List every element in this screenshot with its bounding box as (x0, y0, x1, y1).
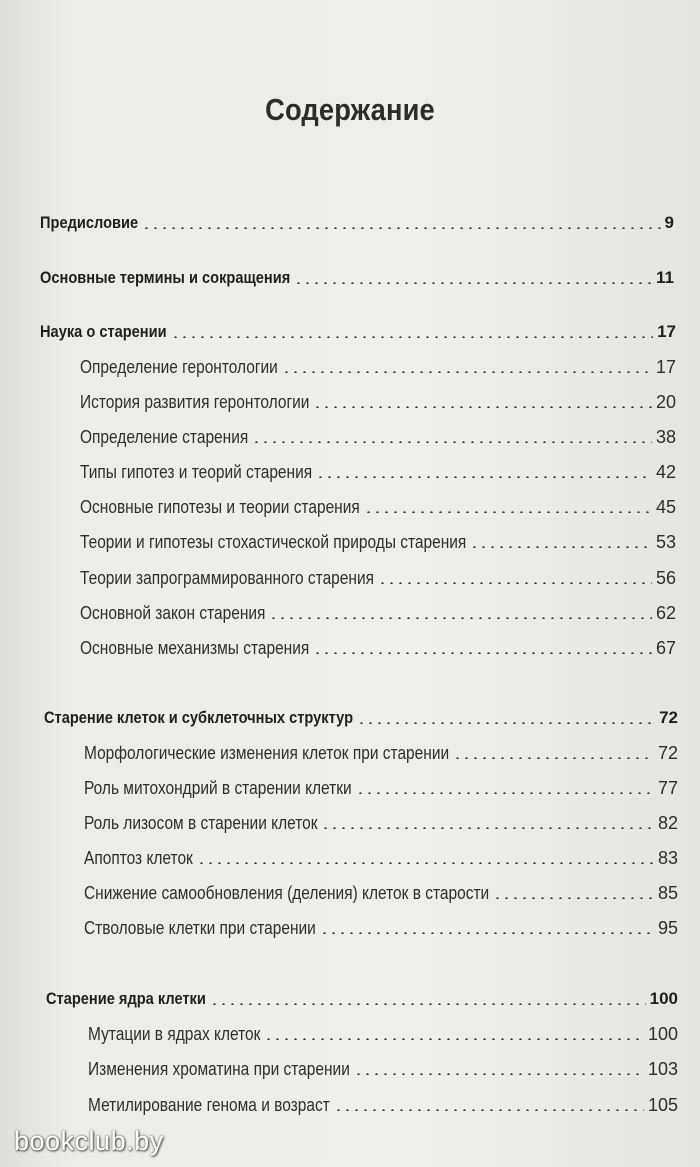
page-title: Содержание (265, 92, 435, 127)
toc-entry-page: 53 (655, 532, 676, 552)
toc-entry-section (80, 494, 676, 520)
toc-entry-title: Стволовые клетки при старении (84, 918, 316, 938)
dot-leader (378, 582, 652, 584)
toc-entry-section (80, 635, 676, 661)
toc-entry-chapter (40, 265, 674, 291)
toc-entry-page: 11 (656, 268, 674, 287)
toc-entry-title: Роль лизосом в старении клеток (84, 813, 318, 833)
dot-leader (264, 1038, 644, 1040)
toc-entry-section (84, 915, 678, 941)
toc-entry-chapter (40, 210, 674, 236)
dot-leader (364, 511, 652, 513)
toc-entry-section (80, 459, 676, 485)
toc-entry-page: 17 (657, 322, 676, 341)
toc-entry-title: Основные механизмы старения (80, 638, 310, 658)
toc-entry-page: 100 (647, 1024, 678, 1044)
toc-entry-section (84, 740, 678, 766)
toc-entry-title: Изменения хроматина при старении (88, 1059, 350, 1079)
toc-entry-page: 45 (655, 497, 676, 517)
toc-entry-title: Роль митохондрий в старении клетки (84, 778, 352, 798)
dot-leader (321, 827, 654, 829)
dot-leader (354, 1073, 644, 1075)
toc-entry-page: 103 (647, 1059, 678, 1079)
toc-entry-title: Теории запрограммированного старения (80, 568, 374, 588)
toc-entry-section (80, 389, 676, 415)
toc-entry-section (80, 424, 676, 450)
toc-entry-page: 82 (657, 813, 678, 833)
toc-entry-section (84, 775, 678, 801)
dot-leader (316, 476, 652, 478)
toc-entry-chapter (46, 986, 678, 1012)
dot-leader (210, 1003, 646, 1005)
toc-entry-title: Апоптоз клеток (84, 848, 193, 868)
dot-leader (334, 1109, 644, 1111)
toc-entry-page: 100 (649, 989, 678, 1008)
dot-leader (356, 792, 654, 794)
toc-entry-title: Определение геронтологии (80, 357, 278, 377)
toc-entry-section (88, 1092, 678, 1118)
dot-leader (269, 617, 652, 619)
toc-entry-page: 83 (657, 848, 678, 868)
dot-leader (171, 336, 653, 338)
toc-entry-title: Предисловие (40, 213, 139, 232)
toc-entry-page: 56 (655, 568, 676, 588)
toc-entry-title: Метилирование генома и возраст (88, 1095, 330, 1115)
dot-leader (313, 406, 652, 408)
dot-leader (357, 722, 655, 724)
dot-leader (470, 546, 652, 548)
toc-entry-page: 17 (655, 357, 676, 377)
toc-entry-title: Морфологические изменения клеток при старении (84, 743, 450, 763)
toc-entry-section (84, 810, 678, 836)
toc-entry-page: 62 (655, 603, 676, 623)
dot-leader (493, 897, 654, 899)
toc-entry-title: Определение старения (80, 427, 249, 447)
dot-leader (282, 371, 652, 373)
toc-entry-title: Снижение самообновления (деления) клеток в старости (84, 883, 490, 903)
toc-entry-chapter (40, 319, 676, 345)
toc-entry-page: 85 (657, 883, 678, 903)
dot-leader (313, 652, 652, 654)
toc-entry-page: 42 (655, 462, 676, 482)
toc-entry-title: Типы гипотез и теорий старения (80, 462, 313, 482)
dot-leader (197, 862, 654, 864)
dot-leader (453, 757, 654, 759)
toc-entry-section (80, 529, 676, 555)
toc-entry-section (88, 1056, 678, 1082)
watermark-text: bookclub.by (14, 1126, 164, 1156)
toc-entry-section (84, 845, 678, 871)
toc-entry-title: Основные термины и сокращения (40, 268, 291, 287)
toc-entry-page: 95 (657, 918, 678, 938)
toc-entry-page: 72 (657, 743, 678, 763)
toc-entry-title: История развития геронтологии (80, 392, 310, 412)
toc-entry-page: 9 (664, 213, 674, 232)
toc-entry-chapter (44, 705, 678, 731)
toc-entry-title: Мутации в ядрах клеток (88, 1024, 261, 1044)
dot-leader (320, 932, 654, 934)
toc-entry-title: Старение ядра клетки (46, 989, 206, 1008)
toc-entry-section (84, 880, 678, 906)
toc-entry-page: 38 (655, 427, 676, 447)
toc-entry-section (80, 565, 676, 591)
dot-leader (294, 282, 652, 284)
toc-entry-section (88, 1021, 678, 1047)
toc-entry-page: 77 (657, 778, 678, 798)
toc-entry-page: 105 (647, 1095, 678, 1115)
toc-entry-title: Основные гипотезы и теории старения (80, 497, 360, 517)
toc-entry-title: Наука о старении (40, 322, 167, 341)
toc-entry-page: 72 (659, 708, 678, 727)
toc-entry-section (80, 600, 676, 626)
dot-leader (252, 441, 652, 443)
toc-entry-page: 20 (655, 392, 676, 412)
toc-entry-title: Старение клеток и субклеточных структур (44, 708, 354, 727)
toc-entry-title: Основной закон старения (80, 603, 266, 623)
toc-entry-title: Теории и гипотезы стохастической природы старения (80, 532, 467, 552)
toc-entry-section (80, 354, 676, 380)
dot-leader (142, 227, 660, 229)
toc-entry-page: 67 (655, 638, 676, 658)
